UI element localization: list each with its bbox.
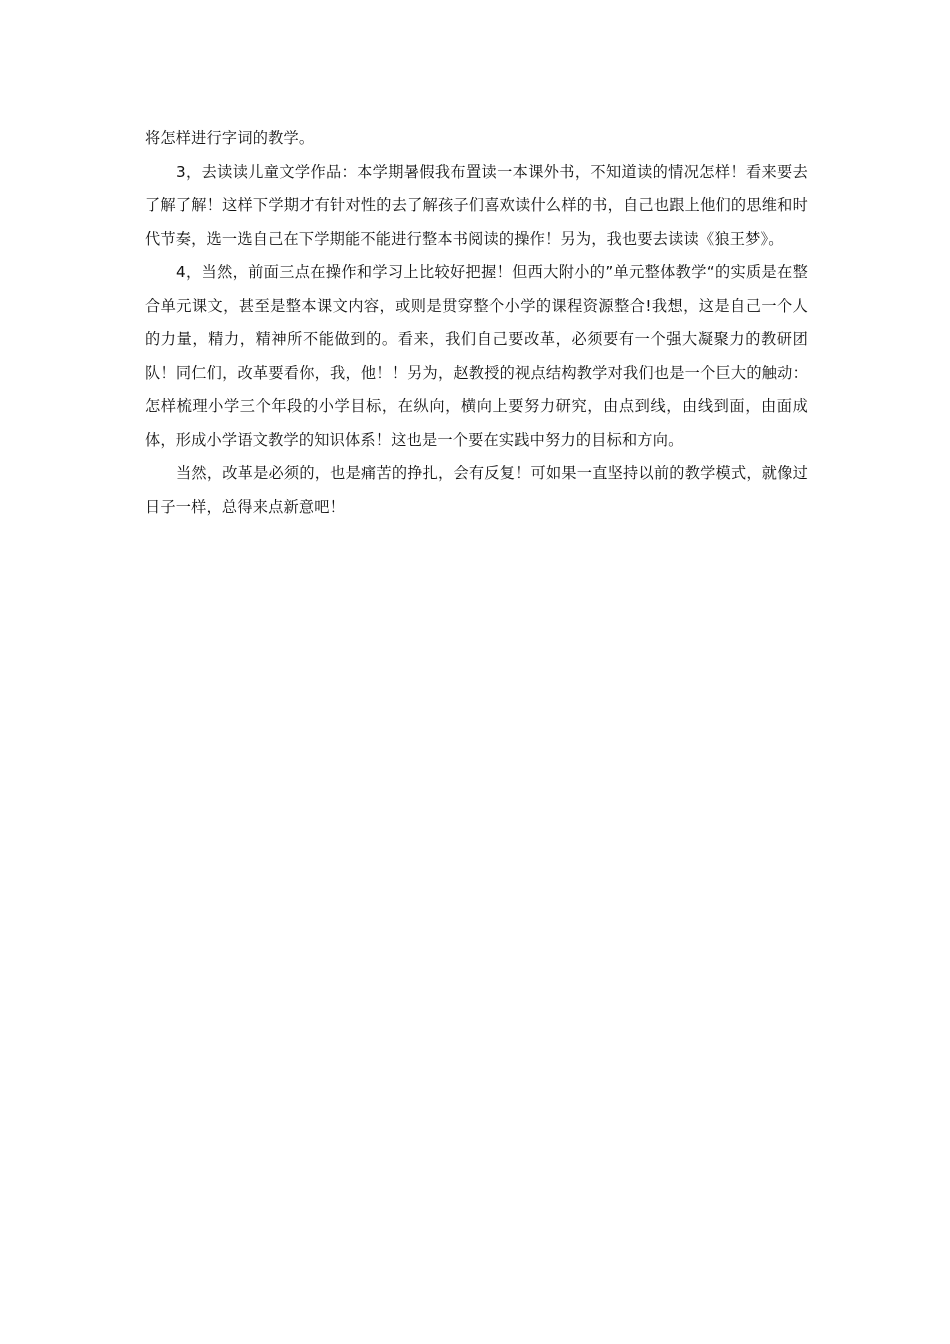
paragraph-continuation: 将怎样进行字词的教学。 <box>145 129 315 147</box>
paragraph-conclusion: 当然，改革是必须的，也是痛苦的挣扎，会有反复！可如果一直坚持以前的教学模式，就像过日子一样，总得来点新意吧！ <box>145 464 808 516</box>
paragraph-point-3: 3，去读读儿童文学作品：本学期暑假我布置读一本课外书，不知道读的情况怎样！看来要去了解了解！这样下学期才有针对性的去了解孩子们喜欢读什么样的书，自己也跟上他们的思维和时代节奏，选一选自己在下学期能不能进行整本书阅读的操作！另为，我也要去读读《狼王梦》。 <box>145 162 808 248</box>
paragraph-point-4: 4，当然，前面三点在操作和学习上比较好把握！但西大附小的”单元整体教学“的实质是在整合单元课文，甚至是整本课文内容，或则是贯穿整个小学的课程资源整合!我想，这是自己一个人的力量，精力，精神所不能做到的。看来，我们自己要改革，必须要有一个强大凝聚力的教研团队！同仁们，改革要看你，我，他！！另为，赵教授的视点结构教学对我们也是一个巨大的触动：怎样梳理小学三个年段的小学目标，在纵向，横向上要努力研究，由点到线，由线到面，由面成体，形成小学语文教学的知识体系！这也是一个要在实践中努力的目标和方向。 <box>145 263 808 449</box>
document-body <box>145 122 808 524</box>
